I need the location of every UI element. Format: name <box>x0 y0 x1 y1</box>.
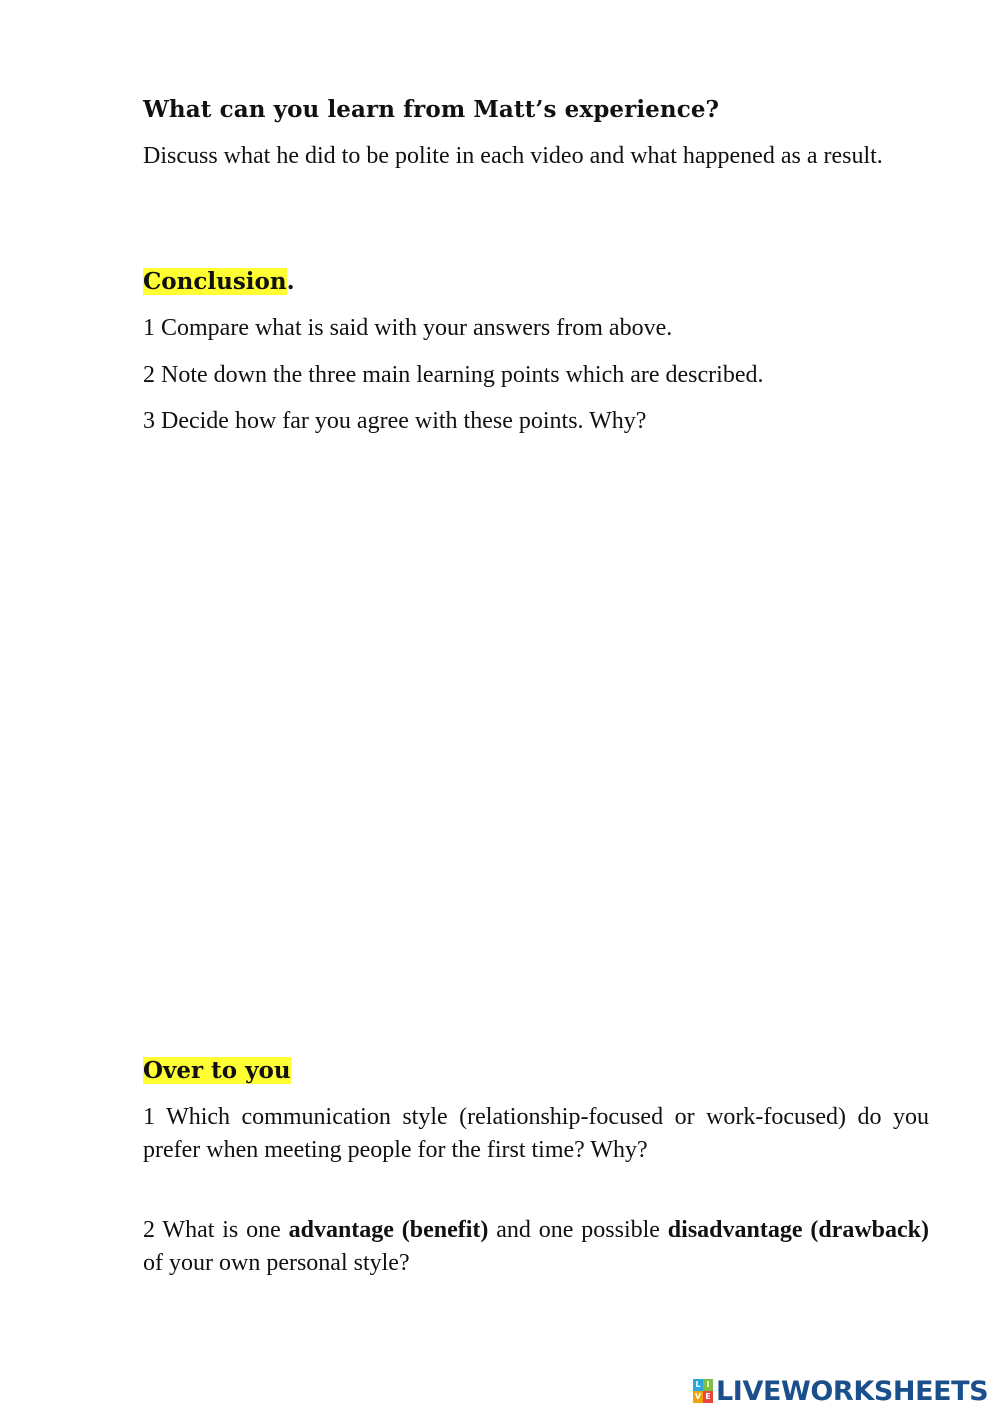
q2-suffix: of your own personal style? <box>143 1250 410 1276</box>
conclusion-item-1: 1 Compare what is said with your answers from above. <box>143 315 673 341</box>
logo-mark-l: L <box>693 1379 703 1391</box>
logo-mark-v: V <box>694 1392 702 1401</box>
conclusion-item-3: 3 Decide how far you agree with these points. Why? <box>143 408 647 434</box>
over-to-you-question-2 <box>143 1214 929 1280</box>
conclusion-heading <box>143 266 295 298</box>
conclusion-heading-text: Conclusion <box>143 268 287 295</box>
liveworksheets-logo-icon <box>693 1379 713 1403</box>
over-to-you-heading-text: Over to you <box>143 1057 291 1084</box>
liveworksheets-logo <box>693 1376 988 1406</box>
worksheet-page <box>143 0 929 1414</box>
over-to-you-question-1: 1 Which communication style (relationship-focused or work-focused) do you prefer when meeting people for the first time? Why? <box>143 1104 929 1163</box>
logo-mark-i: I <box>703 1379 713 1391</box>
q2-middle: and one possible <box>488 1217 668 1243</box>
conclusion-item-2: 2 Note down the three main learning points which are described. <box>143 362 764 388</box>
over-to-you-heading <box>143 1055 291 1087</box>
logo-mark-e: E <box>703 1391 713 1403</box>
discussion-prompt: Discuss what he did to be polite in each video and what happened as a result. <box>143 143 883 169</box>
conclusion-heading-period: . <box>286 268 295 295</box>
q2-disadvantage-term: disadvantage (drawback) <box>667 1217 930 1243</box>
liveworksheets-logo-text: LIVEWORKSHEETS <box>716 1375 989 1407</box>
section-heading-matt-experience: What can you learn from Matt’s experience? <box>143 96 720 123</box>
q2-prefix: 2 What is one <box>143 1217 289 1243</box>
q2-advantage-term: advantage (benefit) <box>288 1217 489 1243</box>
